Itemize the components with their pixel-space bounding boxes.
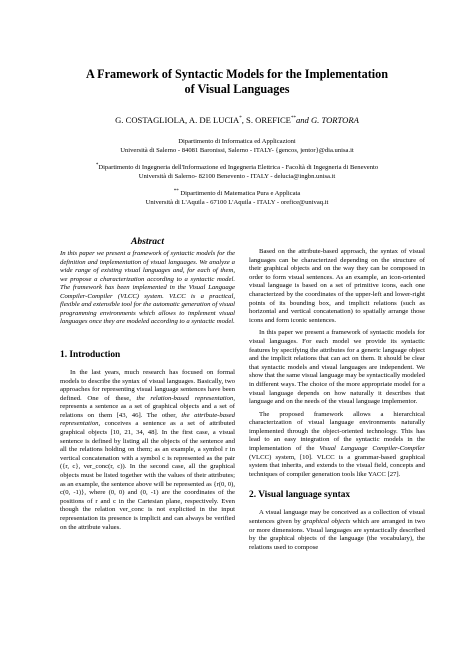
section-2-heading: 2. Visual language syntax — [249, 490, 351, 501]
intro-text-2: , represents a sentence as a set of graphical objects and a set of relations on them [43, 46]. The other, — [60, 394, 235, 419]
section-1-heading: 1. Introduction — [60, 349, 121, 360]
intro-term-relation-based: the relation-based representation — [136, 394, 234, 402]
affiliation-1-line-2: Università di Salerno - 84081 Baronissi, Salerno - ITALY- {gencos, jentor}@dia.unisa.it — [120, 146, 354, 154]
affiliation-2-line-1: Dipartimento di Ingegneria dell'Informazione ed Ingegneria Elettrica - Facoltà di Ingegneria di Benevento — [98, 164, 379, 171]
affiliation-2-marker: * — [95, 162, 99, 168]
affiliation-1 — [20, 138, 454, 155]
affiliation-2-line-2: Università di Salerno- 82100 Benevento - ITALY - delucia@ingbn.unisa.it — [138, 172, 336, 180]
right-p3-text-2: (VLCC) system, [10]. VLCC is a grammar-based graphical system that inherits, and extends to the visual field, concepts and techniques of compiler generation tools like YACC [27]. — [249, 453, 425, 478]
right-p3-text-1: The proposed framework allows a hierarchical characterization of visual language environments naturally implemented through the object-oriented technology. This has lead to an easy integration of the syntactic models in the implementation of the — [249, 410, 425, 453]
affiliation-3-line-2: Università di L'Aquila - 67100 L'Aquila - ITALY - orefice@univaq.it — [145, 198, 329, 206]
right-paragraph-4 — [249, 509, 425, 552]
right-paragraph-1: Based on the attribute-based approach, the syntax of visual languages can be characterized depending on the structure of their graphical objects and on the way they can be composed in order to form visual sentences. As an example, an icon-oriented visual language is based on a set of primitive icons, each one characterized by the coordinates of the upper-left and lower-right points of its bounding box, and implicit relations (such as horizontal and vertical concatenation) to spatially arrange those icons and form iconic sentences. — [249, 248, 425, 324]
author-2-marker: ** — [290, 116, 296, 122]
intro-text-3: conceives a sentence as a set of attributed graphical objects [10, 21, 34, 48]. In the first case, a visual sentence is defined by listing all the objects of the sentence and all the relations holding on them; as an example, a symbol r in vertical concatenation with a symbol c is represented as the pair ({r, c}, ver_conc(r, c)). In the second case, all the graphical objects must be listed together with the values of their attributes; as an example, the sentence above will be represented as {r(0, 0), c(0, -1)}, where (0, 0) and (0, -1) are the coordinates of the positions of r and c in the Cartesian plane, respectively. Even though the relation ver_conc is not explicited in the input representation its presence is implicit and can always be verified on the attribute values. — [60, 420, 235, 531]
author-2: , S. OREFICE — [241, 115, 291, 125]
author-1: G. COSTAGLIOLA, A. DE LUCIA — [115, 115, 240, 125]
right-p4-term-graphical-objects: graphical objects — [303, 518, 351, 526]
abstract-heading: Abstract — [130, 236, 165, 247]
affiliation-1-line-1: Dipartimento di Informatica ed Applicazioni — [178, 138, 296, 145]
right-column — [249, 248, 425, 552]
right-paragraph-3 — [249, 411, 425, 480]
intro-paragraph — [60, 369, 235, 532]
affiliation-2 — [20, 164, 454, 181]
title-line-2: of Visual Languages — [184, 82, 290, 96]
affiliation-3-line-1: Dipartimento di Matematica Pura e Applicata — [180, 190, 301, 197]
left-column — [60, 236, 235, 532]
author-list — [20, 115, 454, 126]
right-p4-text-2: which are arranged in two or more dimensions. Visual languages are syntactically described by the graphical objects of the language (the vocabulary), the relations used to compose — [249, 518, 426, 551]
affiliation-3 — [20, 190, 454, 207]
intro-term-attribute-based: the attribute-based representation, — [60, 411, 235, 428]
intro-text-1: In the last years, much research has focused on formal models to describe the syntax of visual languages. Basically, two approaches for representing visual language sentences have been defined. One of these, — [60, 368, 235, 402]
abstract-text: In this paper we present a framework of syntactic models for the definition and implementation of visual languages. We analyze a wide range of existing visual languages and, for each of them, we propose a characterization according to a syntactic model. The framework has been implemented in the Visual Language Compiler-Compiler (VLCC) system. VLCC is a practical, flexible and extensible tool for the automatic generation of visual programming environments which allows to implement visual languages once they are modeled according to a syntactic model. — [60, 250, 235, 326]
author-1-marker: * — [239, 116, 242, 122]
right-p4-text-1: A visual language may be conceived as a collection of visual sentences given by — [249, 509, 425, 526]
right-p3-term-vlcc: Visual Language Compiler-Compiler — [319, 445, 426, 453]
title-line-1: A Framework of Syntactic Models for the Implementation — [85, 67, 389, 81]
author-3: and G. TORTORA — [295, 115, 359, 125]
paper-title — [40, 67, 434, 97]
right-paragraph-2: In this paper we present a framework of syntactic models for visual languages. For each model we provide its syntactic features by specifying the attributes for a generic language object and the implicit relations that can act on them. It should be clear that syntactic models and visual languages are independent. We show that the same visual language may be syntactically modeled in different ways. The choice of the more appropriate model for a visual language depends on how naturally it describes that language and on the needs of the visual language implementor. — [249, 329, 425, 406]
affiliation-3-marker: ** — [173, 188, 179, 194]
